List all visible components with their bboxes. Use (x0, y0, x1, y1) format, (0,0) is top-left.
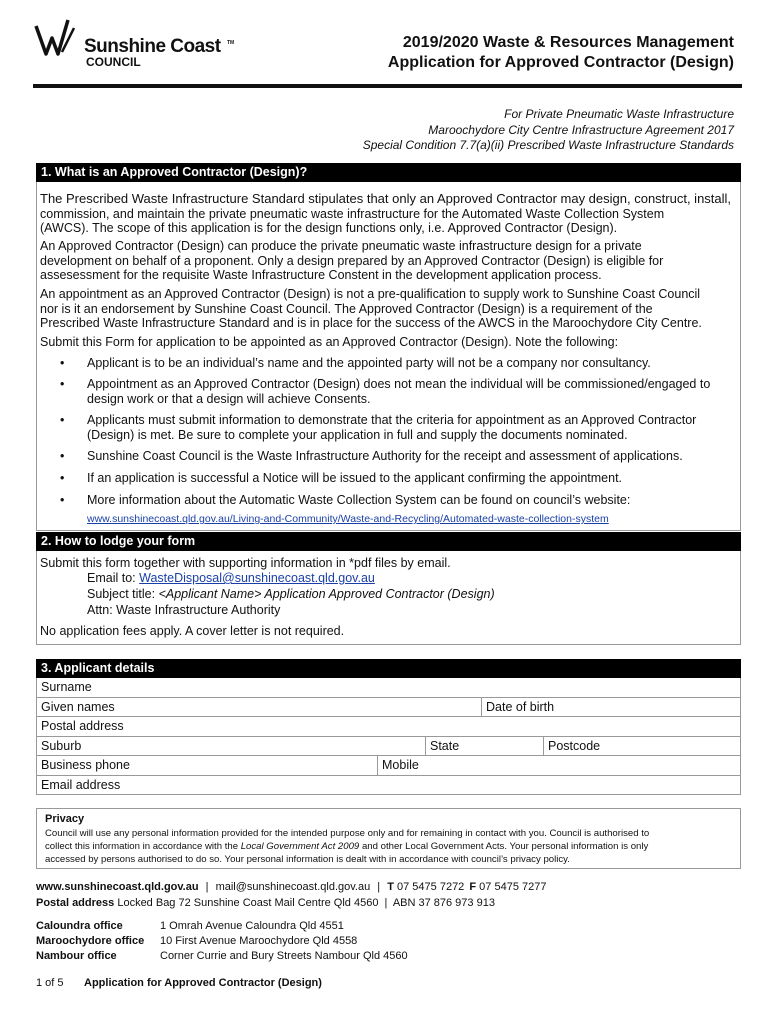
act-name: Local Government Act 2009 (240, 841, 360, 852)
email-address-label: Email address (41, 777, 121, 792)
text-line: An Approved Contractor (Design) can produce the private pneumatic waste infrastructure design for a private (40, 239, 642, 253)
separator: | (205, 881, 209, 893)
date-of-birth-label: Date of birth (486, 699, 555, 714)
bullet-icon: • (60, 377, 65, 391)
date-of-birth-field[interactable] (481, 698, 742, 717)
bullet-icon: • (60, 471, 65, 485)
privacy-notice (36, 808, 741, 869)
state-field[interactable] (425, 737, 543, 756)
contact-line (36, 881, 546, 893)
email-to-label: Email to: (87, 571, 136, 585)
logo-mark-icon (34, 14, 86, 60)
given-names-row (36, 698, 741, 718)
given-names-field[interactable] (37, 698, 481, 717)
text-line: Appointment as an Approved Contractor (Design) does not mean the individual will be commissioned/engaged to (87, 377, 711, 391)
fax-number: 07 5475 7277 (479, 881, 547, 893)
subject-title-line (87, 587, 495, 602)
postal-label: Postal address (36, 897, 115, 909)
business-phone-field[interactable] (37, 756, 377, 775)
subject-title-label: Subject title: (87, 587, 156, 601)
postcode-field[interactable] (543, 737, 742, 756)
surname-row[interactable] (36, 678, 741, 698)
list-item-text: If an application is successful a Notice will be issued to the applicant confirming the appointment. (87, 471, 623, 485)
document-title (388, 33, 734, 73)
page-number: 1 of 5 (36, 977, 64, 989)
business-phone-label: Business phone (41, 758, 130, 772)
document-subtitle (363, 107, 734, 154)
surname-label: Surname (41, 680, 92, 694)
title-line-2: Application for Approved Contractor (Design) (387, 54, 734, 71)
page-footer-title: Application for Approved Contractor (Design) (84, 977, 322, 989)
text-line: nor is it an endorsement by Sunshine Coast Council. The Approved Contractor (Design) is a requirement of the (40, 301, 653, 316)
title-line-1: 2019/2020 Waste & Resources Management (402, 34, 734, 51)
bullet-icon: • (60, 449, 65, 463)
fax-label: F (469, 881, 477, 893)
text-line: development on behalf of a proponent. Only a design prepared by an Approved Contractor (Design) is eligible for (40, 253, 664, 268)
phone-number: 07 5475 7272 (397, 881, 465, 893)
logo-name: Sunshine Coast (84, 36, 221, 57)
bullet-icon: • (60, 413, 65, 427)
abn: ABN 37 876 973 913 (392, 897, 495, 909)
email-address-row[interactable] (36, 776, 741, 796)
website-link[interactable]: www.sunshinecoast.qld.gov.au (36, 881, 199, 893)
suburb-label: Suburb (41, 738, 82, 753)
text-line: accessed by persons authorised to do so. Your personal information is dealt with in accordance with council’s privacy policy. (45, 854, 570, 865)
office-name: Caloundra office (36, 920, 123, 932)
postal-address: Locked Bag 72 Sunshine Coast Mail Centre Qld 4560 (117, 897, 379, 909)
section-1-paragraph-2 (40, 239, 735, 283)
text-line (45, 840, 735, 853)
section-2-heading: 2. How to lodge your form (36, 532, 741, 551)
text-line: The Prescribed Waste Infrastructure Standard stipulates that only an Approved Contractor may design, construct, install, (40, 191, 732, 206)
attention-line: Attn: Waste Infrastructure Authority (87, 603, 281, 617)
section-1-paragraph-1 (40, 192, 735, 236)
separator: | (377, 881, 381, 893)
section-1-paragraph-4: Submit this Form for application to be appointed as an Approved Contractor (Design). Note the following: (40, 335, 619, 349)
subject-title-value: <Applicant Name> Application Approved Contractor (Design) (158, 587, 495, 601)
text-line: (AWCS). The scope of this application is for the design functions only, i.e. Approved Contractor (Design). (40, 221, 618, 235)
suburb-row (36, 737, 741, 757)
list-item-text: Applicant is to be an individual’s name and the appointed party will not be a company nor consultancy. (87, 356, 651, 370)
text-line: (Design) is met. Be sure to complete your application in full and supply the documents nominated. (87, 427, 628, 442)
subtitle-line-3: Special Condition 7.7(a)(ii) Prescribed Waste Infrastructure Standards (362, 138, 734, 152)
separator: | (384, 897, 388, 909)
office-address: 1 Omrah Avenue Caloundra Qld 4551 (160, 920, 344, 932)
text-line: Prescribed Waste Infrastructure Standard and is in place for the success of the AWCS in the Maroochydore City Centre. (40, 316, 702, 330)
postal-line (36, 897, 495, 909)
mobile-field[interactable] (377, 756, 742, 775)
privacy-title: Privacy (45, 813, 85, 825)
text-span: collect this information in accordance with the (45, 841, 241, 852)
office-name: Maroochydore office (36, 935, 145, 947)
text-line: design work or that a design will achieve Consents. (87, 391, 371, 406)
list-item-text (87, 413, 737, 442)
lodge-instructions: Submit this form together with supporting information in *pdf files by email. (40, 556, 451, 570)
phone-label: T (387, 881, 394, 893)
awcs-website-link[interactable]: www.sunshinecoast.qld.gov.au/Living-and-Community/Waste-and-Recycling/Automated-waste-collection-system (87, 513, 609, 525)
office-address: 10 First Avenue Maroochydore Qld 4558 (160, 935, 358, 947)
email-to-line (87, 571, 375, 586)
postal-address-row[interactable] (36, 717, 741, 737)
phone-row (36, 756, 741, 776)
text-span: and other Local Government Acts. Your personal information is only (359, 841, 649, 852)
waste-disposal-email-link[interactable]: WasteDisposal@sunshinecoast.qld.gov.au (139, 571, 375, 585)
bullet-icon: • (60, 493, 65, 507)
list-item-text: Sunshine Coast Council is the Waste Infrastructure Authority for the receipt and assessment of applications. (87, 449, 683, 463)
state-label: State (430, 738, 460, 753)
subtitle-line-1: For Private Pneumatic Waste Infrastructure (504, 107, 734, 121)
text-line: commission, and maintain the private pneumatic waste infrastructure for the Automated Waste Collection System (40, 206, 665, 221)
subtitle-line-2: Maroochydore City Centre Infrastructure Agreement 2017 (428, 122, 734, 137)
section-1-heading: 1. What is an Approved Contractor (Design)? (36, 163, 741, 182)
mail-link[interactable]: mail@sunshinecoast.qld.gov.au (215, 881, 371, 893)
bullet-icon: • (60, 356, 65, 370)
text-line: Applicants must submit information to demonstrate that the criteria for appointment as an Approved Contractor (87, 413, 697, 427)
text-line: assesessment for the requisite Waste Infrastructure Constent in the development application process. (40, 268, 602, 282)
list-item-text (87, 377, 737, 406)
text-line: An appointment as an Approved Contractor (Design) is not a pre-qualification to supply work to Sunshine Coast Council (40, 287, 701, 301)
section-1-paragraph-3 (40, 287, 735, 331)
office-address: Corner Currie and Bury Streets Nambour Qld 4560 (160, 950, 408, 962)
logo-trademark: TM (227, 40, 235, 46)
council-logo (34, 14, 244, 69)
list-item-text: More information about the Automatic Waste Collection System can be found on council’s website: (87, 493, 631, 507)
fees-note: No application fees apply. A cover letter is not required. (40, 624, 345, 638)
privacy-text (45, 827, 735, 866)
suburb-field[interactable] (37, 737, 425, 756)
section-3-heading: 3. Applicant details (36, 659, 741, 678)
logo-council: COUNCIL (86, 55, 141, 69)
given-names-label: Given names (41, 699, 115, 714)
mobile-label: Mobile (382, 758, 419, 772)
postal-address-label: Postal address (41, 719, 124, 733)
text-line: Council will use any personal information provided for the intended purpose only and for remaining in contact with you. Council is authorised to (45, 828, 650, 839)
office-name: Nambour office (36, 950, 117, 962)
header-rule (33, 84, 742, 88)
postcode-label: Postcode (548, 738, 601, 753)
